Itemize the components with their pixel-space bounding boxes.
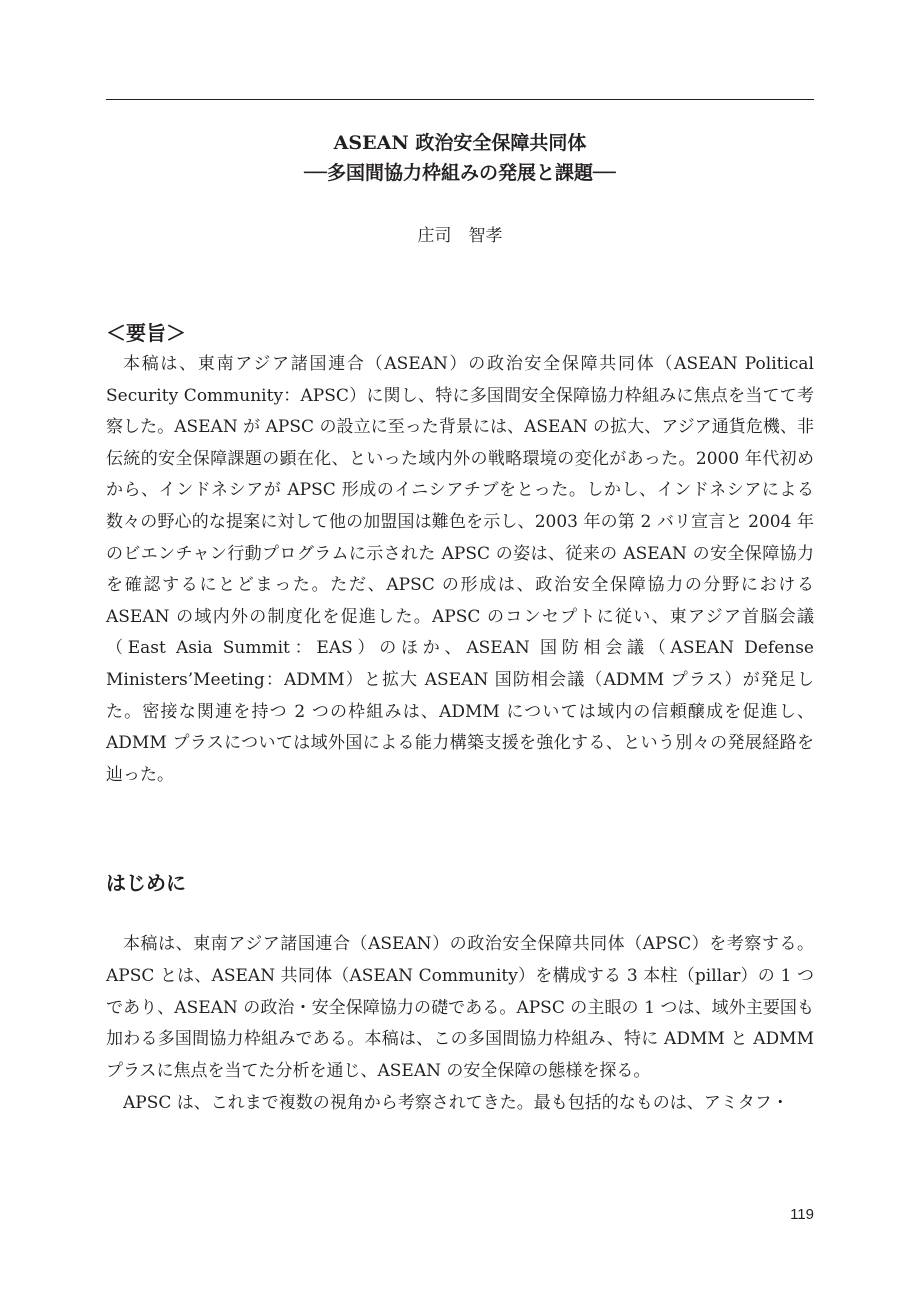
introduction-body — [106, 929, 814, 1120]
introduction-paragraph: APSC は、これまで複数の視角から考察されてきた。最も包括的なものは、アミタフ・ — [123, 1092, 789, 1113]
article-title — [106, 128, 814, 188]
abstract-heading: ＜要旨＞ — [106, 321, 186, 345]
header-rule — [106, 99, 814, 100]
author-name: 庄司 智孝 — [417, 226, 503, 246]
article-subtitle: ──多国間協力枠組みの発展と課題── — [304, 162, 616, 184]
abstract-body: 本稿は、東南アジア諸国連合（ASEAN）の政治安全保障共同体（ASEAN Political Security Community：APSC）に関し、特に多国間安全保障協力枠組みに焦点を当てて考察した。ASEAN が APSC の設立に至った背景には、ASEAN の拡大、アジア通貨危機、非伝統的安全保障課題の顕在化、といった域内外の戦略環境の変化があった。2000 年代初めから、インドネシアが APSC 形成のイニシアチブをとった。しかし、インドネシアによる数々の野心的な提案に対して他の加盟国は難色を示し、2003 年の第 2 バリ宣言と 2004 年のビエンチャン行動プログラムに示された APSC の姿は、従来の ASEAN の安全保障協力を確認するにとどまった。ただ、APSC の形成は、政治安全保障協力の分野における ASEAN の域内外の制度化を促進した。APSC のコンセプトに従い、東アジア首脳会議（East Asia Summit：EAS）のほか、ASEAN 国防相会議（ASEAN Defense Ministers’Meeting：ADMM）と拡大 ASEAN 国防相会議（ADMM プラス）が発足した。密接な関連を持つ 2 つの枠組みは、ADMM については域内の信頼醸成を促進し、ADMM プラスについては域外国による能力構築支援を強化する、という別々の発展経路を辿った。 — [106, 354, 814, 785]
article-title-main: ASEAN 政治安全保障共同体 — [333, 132, 587, 154]
section-heading-introduction: はじめに — [106, 871, 186, 895]
page-number: 119 — [790, 1206, 814, 1223]
introduction-paragraph: 本稿は、東南アジア諸国連合（ASEAN）の政治安全保障共同体（APSC）を考察する。APSC とは、ASEAN 共同体（ASEAN Community）を構成する 3 本柱（pillar）の 1 つであり、ASEAN の政治・安全保障協力の礎である。APSC の主眼の 1 つは、域外主要国も加わる多国間協力枠組みである。本稿は、この多国間協力枠組み、特に ADMM と ADMM プラスに焦点を当てた分析を通じ、ASEAN の安全保障の態様を探る。 — [106, 934, 814, 1082]
